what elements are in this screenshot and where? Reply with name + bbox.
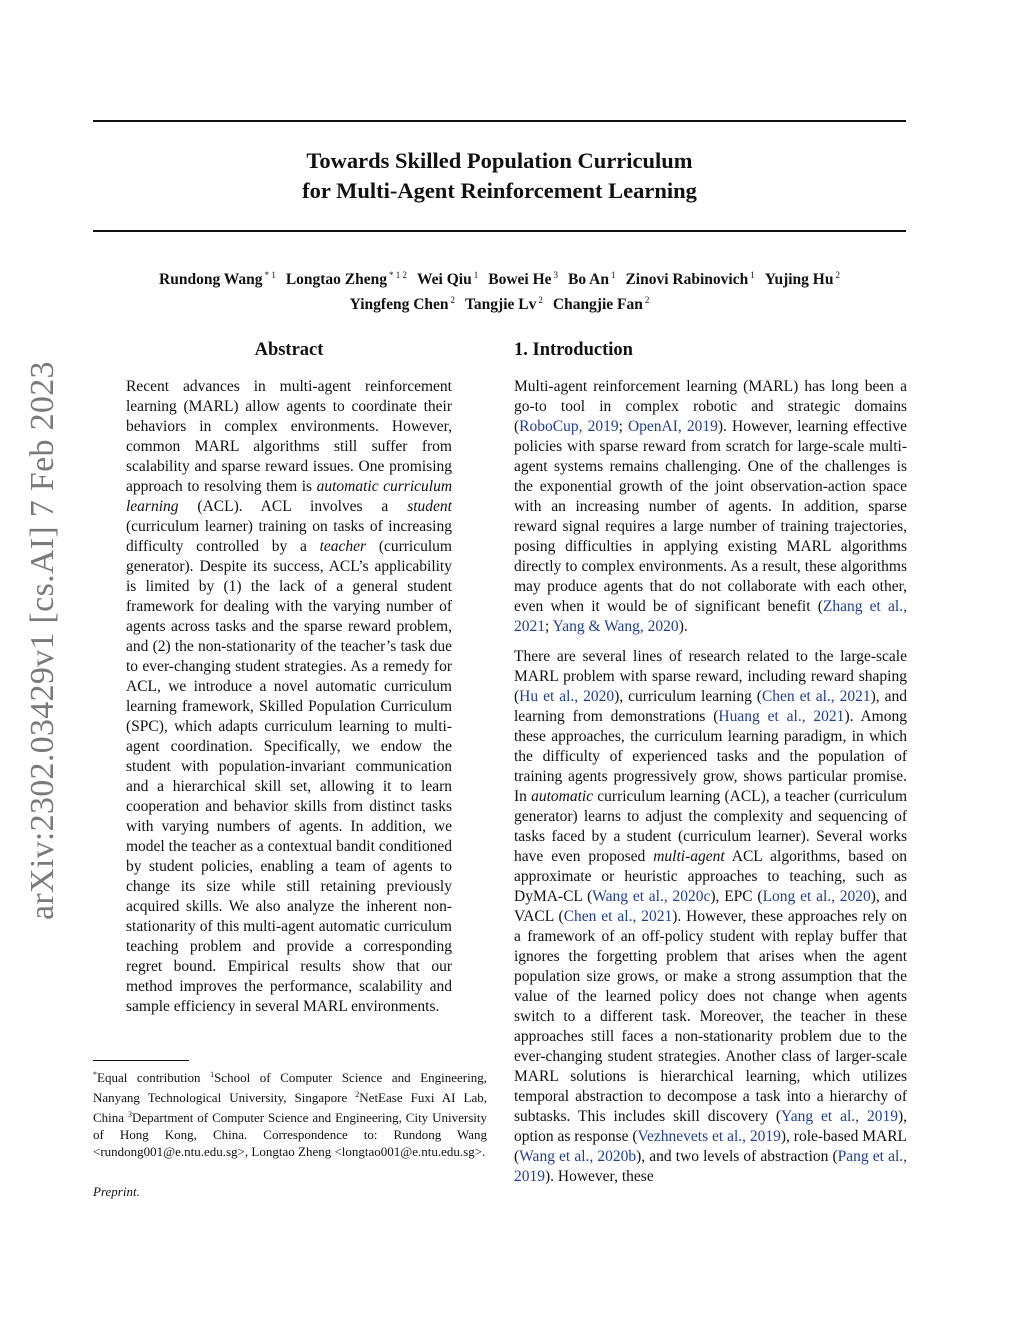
introduction-body	[514, 377, 907, 1187]
title-line-2: for Multi-Agent Reinforcement Learning	[302, 178, 697, 203]
citation-link[interactable]: Hu et al., 2020	[519, 688, 615, 705]
preprint-label: Preprint.	[93, 1184, 140, 1199]
citation-link[interactable]: Wang et al., 2020c	[592, 888, 711, 905]
author: Tangjie Lv $^2$	[465, 295, 543, 313]
citation-link[interactable]: OpenAI, 2019	[627, 418, 718, 435]
introduction-heading: 1. Introduction	[514, 340, 633, 360]
citation-link[interactable]: Chen et al., 2021	[563, 908, 673, 925]
title-top-rule	[93, 120, 906, 122]
intro-paragraph-2: There are several lines of research related to the large-scale MARL problem with sparse reward, including reward shaping (Hu et al., 2020), curriculum learning (Chen et al., 2021), and learning from demonstrations (Huang et al., 2021). Among these approaches, the curriculum learning paradigm, in which the difficulty of experienced tasks and the population of training agents progressively grow, shows particular promise. In automatic curriculum learning (ACL), a teacher (curriculum generator) learns to adjust the complexity and sequencing of tasks faced by a student (curriculum learner). Several works have even proposed multi-agent ACL algorithms, based on approximate or heuristic approaches to teaching, such as DyMA-CL (Wang et al., 2020c), EPC (Long et al., 2020), and VACL (Chen et al., 2021). However, these approaches rely on a framework of an off-policy student with replay buffer that ignores the forgetting problem that arises when the agent population size grows, or make a strong assumption that the value of the learned policy does not change when agents switch to a different task. Moreover, the teacher in these approaches still faces a non-stationarity problem due to the ever-changing student strategies. Another class of larger-scale MARL solutions is hierarchical learning, which utilizes temporal abstraction to decompose a task into a hierarchy of subtasks. This includes skill discovery (Yang et al., 2019), option as response (Vezhnevets et al., 2019), role-based MARL (Wang et al., 2020b), and two levels of abstraction (Pang et al., 2019). However, these	[514, 648, 908, 1185]
citation-link[interactable]: RoboCup, 2019	[519, 418, 619, 435]
abstract-paragraph: Recent advances in multi-agent reinforcement learning (MARL) allow agents to coordinate their behaviors in complex environments. However, common MARL algorithms still suffer from scalability and sparse reward issues. One promising approach to resolving them is automatic curriculum learning (ACL). ACL involves a student (curriculum learner) training on tasks of increasing difficulty controlled by a teacher (curriculum generator). Despite its success, ACL’s applicability is limited by (1) the lack of a general student framework for dealing with the varying number of agents across tasks and the sparse reward problem, and (2) the non-stationarity of the teacher’s task due to ever-changing student strategies. As a remedy for ACL, we introduce a novel automatic curriculum learning framework, Skilled Population Curriculum (SPC), which adapts curriculum learning to multi-agent coordination. Specifically, we endow the student with population-invariant communication and a hierarchical skill set, allowing it to learn cooperation and behavior skills from distinct tasks with varying numbers of agents. In addition, we model the teacher as a contextual bandit conditioned by student policies, enabling a team of agents to change its size while still retaining previously acquired skills. We also analyze the inherent non-stationarity of this multi-agent automatic curriculum teaching problem and provide a corresponding regret bound. Empirical results show that our method improves the performance, scalability and sample efficiency in several MARL environments.	[126, 378, 453, 1015]
paper-title	[93, 146, 906, 206]
footnote-rule	[93, 1060, 189, 1061]
arxiv-identifier: arXiv:2302.03429v1 [cs.AI] 7 Feb 2023	[24, 361, 61, 920]
author: Rundong Wang $^{* 1}$	[159, 270, 276, 288]
citation-link[interactable]: Yang & Wang, 2020	[552, 618, 679, 635]
citation-link[interactable]: Zhang et al., 2021	[514, 598, 907, 635]
title-line-1: Towards Skilled Population Curriculum	[306, 148, 693, 173]
intro-paragraph-1: Multi-agent reinforcement learning (MARL) has long been a go-to tool in complex robotic and strategic domains (RoboCup, 2019; OpenAI, 2019). However, learning effective policies with sparse reward from scratch for large-scale multi-agent systems remains challenging. One of the challenges is the exponential growth of the joint observation-action space with an increasing number of agents. In addition, sparse reward signal requires a large number of training trajectories, posing difficulties in applying existing MARL algorithms directly to complex environments. As a result, these algorithms may produce agents that do not collaborate with each other, even when it would be of significant benefit (Zhang et al., 2021; Yang & Wang, 2020).	[514, 378, 907, 635]
citation-link[interactable]: Wang et al., 2020b	[519, 1148, 637, 1165]
author: Yingfeng Chen $^2$	[349, 295, 456, 313]
citation-link[interactable]: Long et al., 2020	[762, 888, 871, 905]
author: Yujing Hu $^2$	[764, 270, 840, 288]
author: Bowei He $^3$	[488, 270, 559, 288]
abstract-heading: Abstract	[254, 340, 324, 360]
author: Zinovi Rabinovich $^1$	[625, 270, 755, 288]
citation-link[interactable]: Vezhnevets et al., 2019	[637, 1128, 781, 1145]
citation-link[interactable]: Yang et al., 2019	[781, 1108, 898, 1125]
citation-link[interactable]: Pang et al., 2019	[514, 1148, 908, 1185]
footnote: *Equal contribution $^1$School of Computer Science and Engineering, Nanyang Technological University, Singapore $^2$NetEase Fuxi AI Lab, China $^3$Department of Computer Science and Engineering, City University of Hong Kong, China. Correspondence to: Rundong Wang <rundong001@e.ntu.edu.sg>, Longtao Zheng <longtao001@e.ntu.edu.sg>.	[93, 1070, 487, 1159]
author: Bo An $^1$	[568, 270, 616, 288]
author: Longtao Zheng $^{* 1 2}$	[285, 270, 408, 288]
author-list	[93, 265, 906, 315]
author: Changjie Fan $^2$	[552, 295, 650, 313]
author: Wei Qiu $^1$	[417, 270, 479, 288]
title-bottom-rule	[93, 230, 906, 232]
citation-link[interactable]: Chen et al., 2021	[761, 688, 871, 705]
citation-link[interactable]: Huang et al., 2021	[718, 708, 845, 725]
abstract-body	[126, 377, 452, 1017]
